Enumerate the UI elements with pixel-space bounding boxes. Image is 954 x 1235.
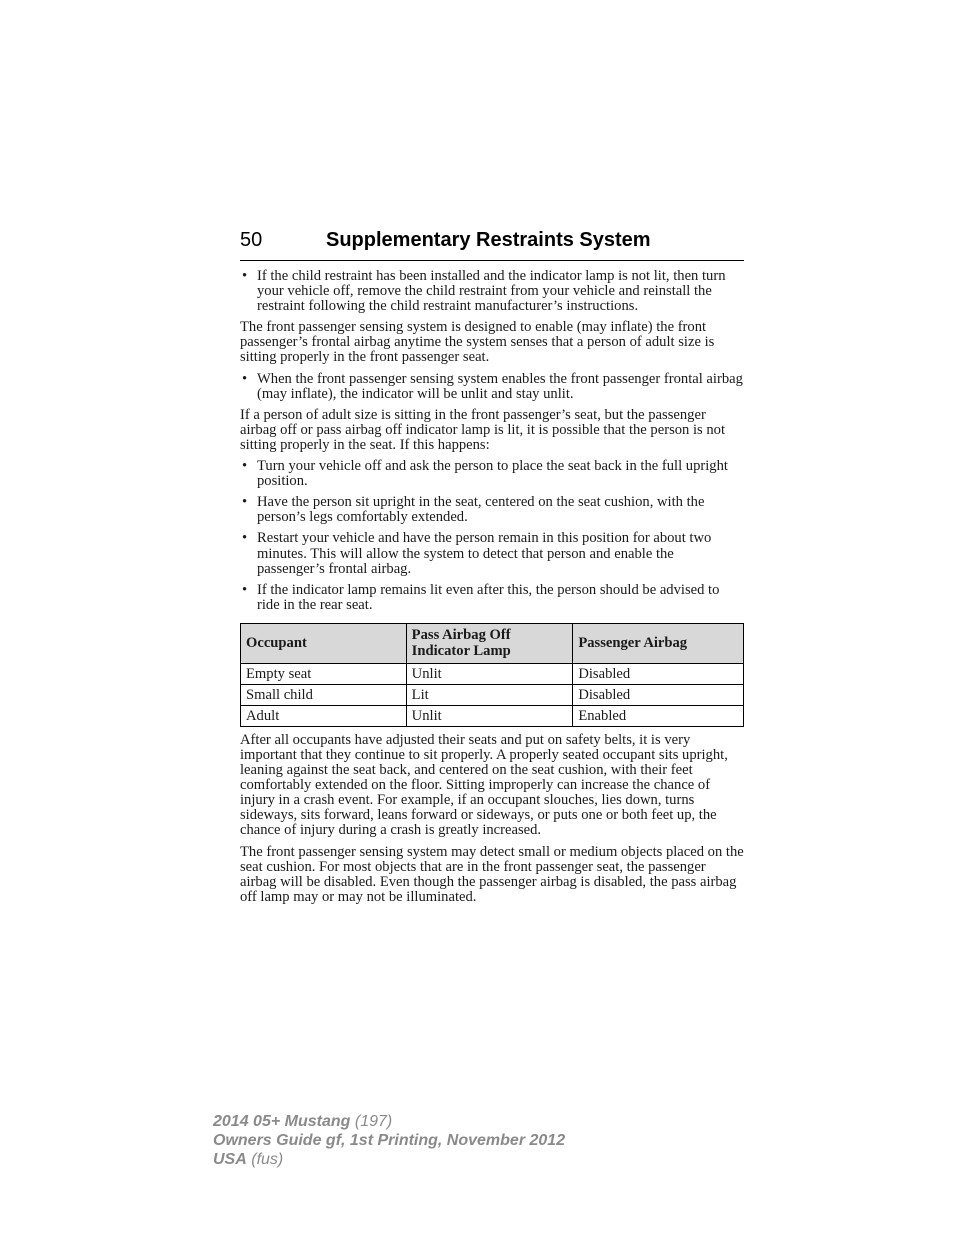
table-cell: Adult bbox=[241, 705, 407, 726]
table-header-row bbox=[241, 623, 744, 663]
list-item: • Restart your vehicle and have the person remain in this position for about two minutes. This will allow the system to detect that person and enable the passenger’s frontal airbag. bbox=[240, 531, 744, 576]
page-number: 50 bbox=[240, 229, 263, 251]
bullet-list bbox=[240, 372, 744, 402]
table-cell: Unlit bbox=[406, 663, 573, 684]
paragraph: The front passenger sensing system is designed to enable (may inflate) the front passenger’s frontal airbag anytime the system senses that a person of adult size is sitting properly in the front passenger seat. bbox=[240, 319, 715, 366]
footer-market-code: (fus) bbox=[251, 1151, 284, 1168]
page-footer bbox=[213, 1112, 565, 1169]
footer-edition: Owners Guide gf, 1st Printing, November 2012 bbox=[213, 1132, 566, 1149]
footer-line bbox=[213, 1150, 565, 1169]
list-item: • When the front passenger sensing system enables the front passenger frontal airbag (may inflate), the indicator will be unlit and stay unlit. bbox=[240, 372, 744, 402]
table-cell: Disabled bbox=[573, 684, 744, 705]
footer-market: USA bbox=[213, 1151, 247, 1168]
table-cell: Small child bbox=[241, 684, 407, 705]
column-header: Pass Airbag Off Indicator Lamp bbox=[406, 623, 573, 663]
list-item: • Turn your vehicle off and ask the person to place the seat back in the full upright position. bbox=[240, 459, 744, 489]
table-row bbox=[241, 663, 744, 684]
list-item: • If the child restraint has been installed and the indicator lamp is not lit, then turn your vehicle off, remove the child restraint from your vehicle and reinstall the restraint following the child restraint manufacturer’s instructions. bbox=[240, 269, 744, 314]
table-cell: Empty seat bbox=[241, 663, 407, 684]
footer-line bbox=[213, 1131, 565, 1150]
page-header bbox=[240, 229, 744, 261]
page-content bbox=[240, 269, 744, 911]
bullet-list bbox=[240, 459, 744, 613]
table-row bbox=[241, 705, 744, 726]
table-cell: Lit bbox=[406, 684, 573, 705]
footer-line bbox=[213, 1112, 565, 1131]
footer-code: (197) bbox=[354, 1113, 393, 1130]
paragraph: After all occupants have adjusted their seats and put on safety belts, it is very important that they continue to sit properly. A properly seated occupant sits upright, leaning against the seat back, and centered on the seat cushion, with their feet comfortably extended on the floor. Sitting improperly can increase the chance of injury in a crash event. For example, if an occupant slouches, lies down, turns sideways, sits forward, leans forward or sideways, or puts one or both feet up, the chance of injury during a crash is greatly increased. bbox=[240, 731, 728, 839]
table-row bbox=[241, 684, 744, 705]
occupant-airbag-table bbox=[240, 623, 744, 727]
table-cell: Disabled bbox=[573, 663, 744, 684]
list-item: • If the indicator lamp remains lit even after this, the person should be advised to ride in the rear seat. bbox=[240, 583, 744, 613]
paragraph: If a person of adult size is sitting in the front passenger’s seat, but the passenger airbag off or pass airbag off indicator lamp is lit, it is possible that the person is not sitting properly in the seat. If this happens: bbox=[240, 406, 726, 453]
column-header: Passenger Airbag bbox=[573, 623, 744, 663]
table-cell: Unlit bbox=[406, 705, 573, 726]
section-title: Supplementary Restraints System bbox=[326, 229, 651, 251]
table-cell: Enabled bbox=[573, 705, 744, 726]
footer-model: 2014 05+ Mustang bbox=[213, 1113, 351, 1130]
list-item: • Have the person sit upright in the seat, centered on the seat cushion, with the person’s legs comfortably extended. bbox=[240, 495, 744, 525]
bullet-list bbox=[240, 269, 744, 314]
column-header: Occupant bbox=[241, 623, 407, 663]
paragraph: The front passenger sensing system may detect small or medium objects placed on the seat cushion. For most objects that are in the front passenger seat, the passenger airbag will be disabled. Even though the passenger airbag is disabled, the pass airbag off lamp may or may not be illuminated. bbox=[240, 843, 744, 905]
